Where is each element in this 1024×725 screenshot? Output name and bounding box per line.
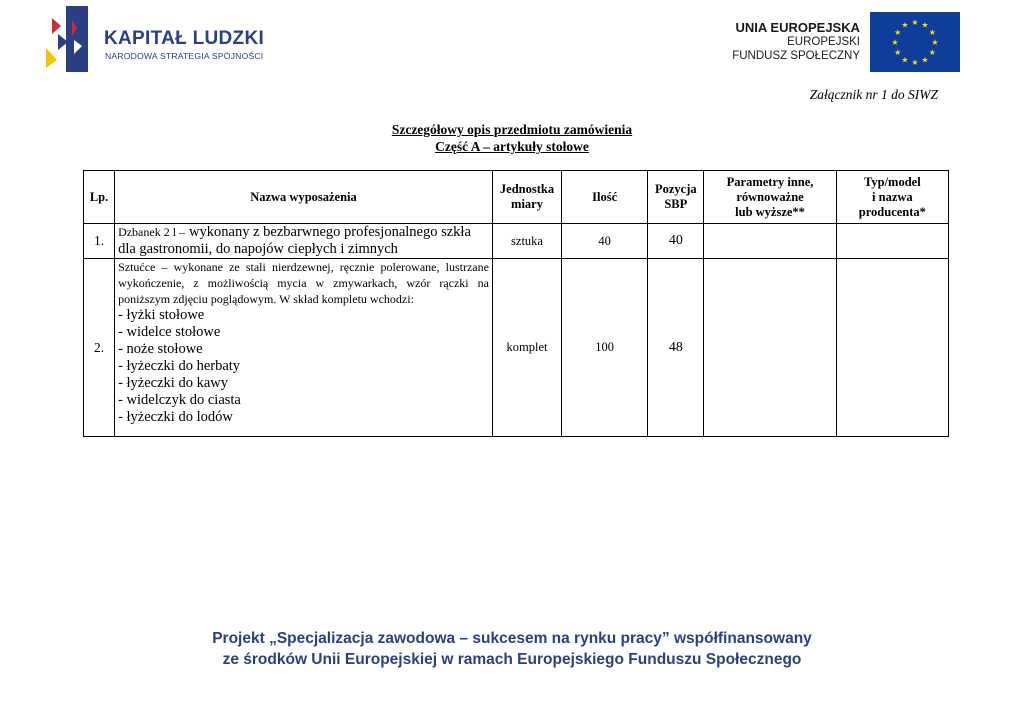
kapital-ludzki-title: KAPITAŁ LUDZKI [104,28,265,49]
header-params [704,171,836,224]
kapital-ludzki-emblem-icon [44,4,92,74]
list-item: - widelczyk do ciasta [118,392,241,408]
row-lp: 1. [84,224,115,259]
header-params-line-3: lub wyższe** [735,204,805,219]
row-description-lead: Dzbanek 2 l – [118,225,186,239]
eu-text [732,20,860,63]
header-sbp [648,171,704,224]
row-description-body: wykonany z bezbarwnego profesjonalnego szkła dla gastronomii, do napojów ciepłych i zimnych [118,224,471,257]
header-lp: Lp. [84,171,115,224]
svg-text:★: ★ [894,28,902,37]
row-params [704,259,836,437]
list-item: - łyżeczki do herbaty [118,358,241,374]
header-unit [492,171,561,224]
list-item: - łyżki stołowe [118,307,205,323]
list-item: - łyżeczki do kawy [118,375,228,391]
row-lp: 2. [84,259,115,437]
header-type-line-3: producenta* [858,204,926,219]
row-params [704,224,836,259]
svg-text:★: ★ [911,58,919,67]
header-params-line-1: Parametry inne, [726,174,814,189]
header-unit-line-1: Jednostka [499,182,555,196]
header-name: Nazwa wyposażenia [115,171,493,224]
row-qty: 40 [562,224,648,259]
row-sbp: 48 [648,259,704,437]
document-title-line-1: Szczegółowy opis przedmiotu zamówienia [391,122,633,137]
row-description [115,259,493,437]
list-item: - noże stołowe [118,341,203,357]
list-item: - łyżeczki do lodów [118,409,233,425]
specification-table [83,170,949,437]
kapital-ludzki-subtitle: NARODOWA STRATEGIA SPÓJNOŚCI [105,51,264,61]
header-unit-line-2: miary [511,197,543,211]
row-type [836,224,948,259]
svg-text:★: ★ [921,20,929,30]
table-row [84,224,949,259]
footer-line-2: ze środków Unii Europejskiej w ramach Europejskiego Funduszu Społecznego [222,651,802,668]
header-params-line-2: równoważne [736,189,804,204]
eu-flag-icon [870,12,960,72]
eu-logo [630,12,960,72]
svg-text:★: ★ [901,20,909,30]
list-item: - widelce stołowe [118,324,221,340]
svg-text:★: ★ [894,48,902,57]
header-type [836,171,948,224]
row-unit: komplet [492,259,561,437]
svg-text:★: ★ [921,55,929,65]
eu-line-1: UNIA EUROPEJSKA [735,20,860,35]
footer-project-note [0,628,1024,670]
svg-text:★: ★ [928,28,936,37]
header-type-line-1: Typ/model [863,174,921,189]
table-row [84,259,949,437]
row-description-lead: Sztućce – wykonane ze stali nierdzewnej, ręcznie polerowane, lustrzane wykończenie, z możliwością mycia w zmywarkach, wzór rączki na poniższym zdjęciu poglądowym. W skład kompletu wchodzi: [118,260,489,306]
header-type-line-2: i nazwa [872,189,913,204]
footer-line-1: Projekt „Specjalizacja zawodowa – sukcesem na rynku pracy” współfinansowany [212,630,812,647]
row-unit: sztuka [492,224,561,259]
svg-text:★: ★ [928,48,936,57]
eu-line-2: EUROPEJSKI [787,36,860,48]
header-sbp-line-1: Pozycja [655,182,697,196]
svg-text:★: ★ [931,38,939,47]
document-title-line-2: Część A – artykuły stołowe [435,139,589,154]
kapital-ludzki-logo [44,4,274,76]
header-qty: Ilość [562,171,648,224]
annex-label: Załącznik nr 1 do SIWZ [809,87,938,102]
table-header-row [84,171,949,224]
row-type [836,259,948,437]
svg-text:★: ★ [911,18,919,27]
svg-text:★: ★ [891,38,899,47]
header-sbp-line-2: SBP [664,197,688,211]
row-qty: 100 [562,259,648,437]
document-title [0,121,1024,155]
row-description [115,224,493,259]
svg-text:★: ★ [901,55,909,65]
eu-line-3: FUNDUSZ SPOŁECZNY [732,50,860,62]
row-sbp: 40 [648,224,704,259]
